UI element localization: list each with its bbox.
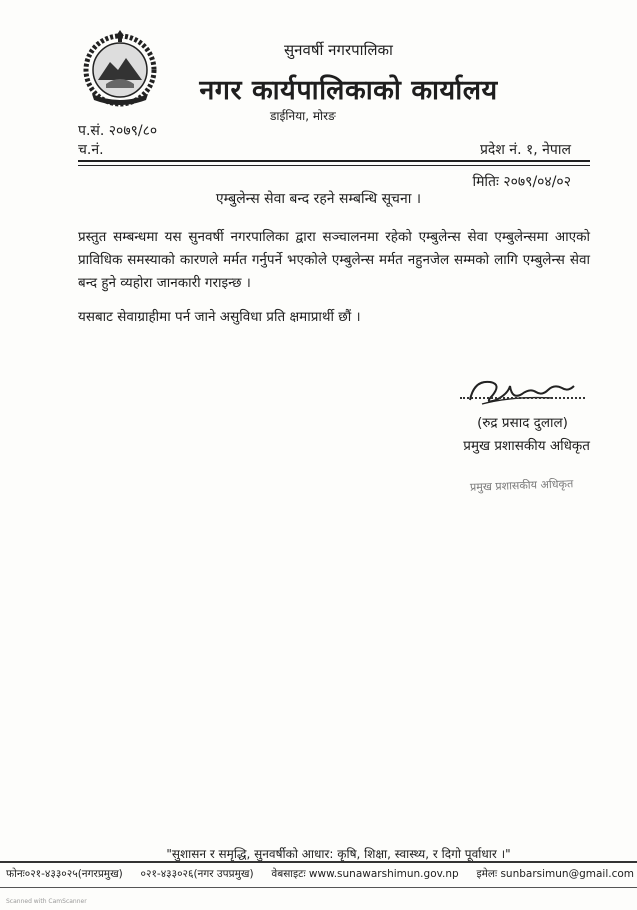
notice-date: मितिः २०७९/०४/०२ xyxy=(472,174,571,190)
office-name: नगर कार्यपालिकाको कार्यालय xyxy=(199,75,498,106)
signatory-name: (रुद्र प्रसाद दुलाल) xyxy=(477,415,568,431)
phone-deputy-mayor: ०२१-४३३०२६(नगर उपप्रमुख) xyxy=(140,868,254,880)
official-stamp: प्रमुख प्रशासकीय अधिकृत xyxy=(469,477,574,494)
sub-org-name: सुनवर्षी नगरपालिका xyxy=(284,41,393,59)
notice-subject: एम्बुलेन्स सेवा बन्द रहने सम्बन्धि सूचना । xyxy=(215,191,422,207)
handwritten-signature xyxy=(462,370,582,414)
header-rule xyxy=(78,160,590,162)
header-rule-thin xyxy=(78,165,590,166)
reference-number: प.सं. २०७९/८० xyxy=(78,123,158,139)
email-link[interactable]: इमेलः sunbarsimun@gmail.com xyxy=(476,868,634,880)
footer-contacts xyxy=(6,867,634,881)
notice-paragraph-1: प्रस्तुत सम्बन्धमा यस सुनवर्षी नगरपालिका द्वारा सञ्चालनमा रहेको एम्बुलेन्स सेवा एम्बुलेन्समा आएको प्राविधिक समस्याको कारणले मर्मत गर्नुपर्ने भएकोले एम्बुलेन्स मर्मत नहुनजेल सम्मको लागि एम्बुलेन्स सेवा बन्द हुने व्यहोरा जानकारी गराइन्छ । xyxy=(78,229,590,291)
phone-mayor: फोनः०२१-४३३०२५(नगरप्रमुख) xyxy=(6,868,123,880)
signatory-title: प्रमुख प्रशासकीय अधिकृत xyxy=(463,438,590,454)
website-link[interactable]: वेबसाइटः www.sunawarshimun.gov.np xyxy=(271,868,459,880)
footer-motto: "सुशासन र समृद्धि, सुनवर्षीको आधार: कृषि, शिक्षा, स्वास्थ्य, र दिगो पूर्वाधार ।" xyxy=(166,847,511,861)
signature-line xyxy=(460,397,585,399)
scanner-watermark: Scanned with CamScanner xyxy=(6,898,87,905)
office-address: डाईनिया, मोरङ xyxy=(270,109,336,123)
dispatch-number: च.नं. xyxy=(78,142,104,158)
notice-paragraph-2: यसबाट सेवाग्राहीमा पर्न जाने असुविधा प्रति क्षमाप्रार्थी छौं । xyxy=(78,309,361,325)
province-label: प्रदेश नं. १, नेपाल xyxy=(479,142,571,158)
footer-rule-bottom xyxy=(0,887,637,888)
footer-rule xyxy=(0,861,637,863)
